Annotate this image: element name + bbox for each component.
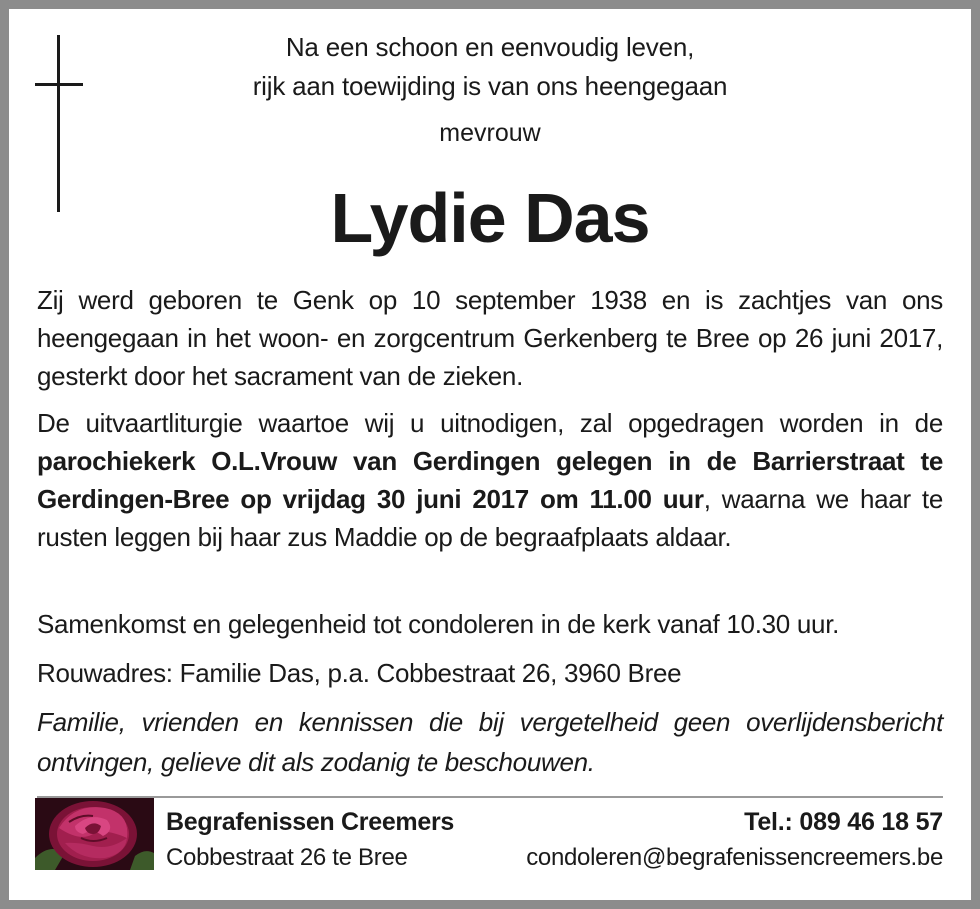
funeral-home-name: Begrafenissen Creemers bbox=[166, 808, 454, 836]
birth-paragraph: Zij werd geboren te Genk op 10 september 1938 en is zachtjes van ons heengegaan in het woon- en zorgcentrum Gerkenberg te Bree op 26 juni 2017, gesterkt door het sacrament van de zieken. bbox=[37, 285, 943, 391]
funeral-paragraph bbox=[37, 404, 943, 556]
funeral-home-phone: Tel.: 089 46 18 57 bbox=[744, 808, 943, 836]
title-prefix: mevrouw bbox=[439, 119, 541, 147]
footer-divider bbox=[37, 796, 943, 798]
funeral-location: parochiekerk O.L.Vrouw van Gerdingen gelegen in de Barrierstraat te Gerdingen-Bree op vrijdag 30 juni 2017 om 11.00 uur bbox=[37, 446, 943, 514]
notice-paragraph: Familie, vrienden en kennissen die bij vergetelheid geen overlijdensbericht ontvingen, gelieve dit als zodanig te beschouwen. bbox=[37, 707, 943, 777]
gathering-paragraph: Samenkomst en gelegenheid tot condoleren in de kerk vanaf 10.30 uur. bbox=[37, 609, 840, 639]
intro-line-2: rijk aan toewijding is van ons heengegaan bbox=[252, 71, 728, 101]
funeral-home-email[interactable]: condoleren@begrafenissencreemers.be bbox=[526, 844, 943, 871]
funeral-tail: , waarna we haar te rusten leggen bij haar zus Maddie op de begraafplaats aldaar. bbox=[37, 484, 943, 552]
funeral-home-address: Cobbestraat 26 te Bree bbox=[166, 844, 408, 871]
rose-image bbox=[35, 798, 154, 870]
intro-line-1: Na een schoon en eenvoudig leven, bbox=[285, 32, 695, 62]
address-paragraph: Rouwadres: Familie Das, p.a. Cobbestraat 26, 3960 Bree bbox=[37, 658, 682, 688]
deceased-name: Lydie Das bbox=[330, 179, 650, 257]
funeral-lead: De uitvaartliturgie waartoe wij u uitnodigen, zal opgedragen worden in de bbox=[37, 408, 943, 438]
